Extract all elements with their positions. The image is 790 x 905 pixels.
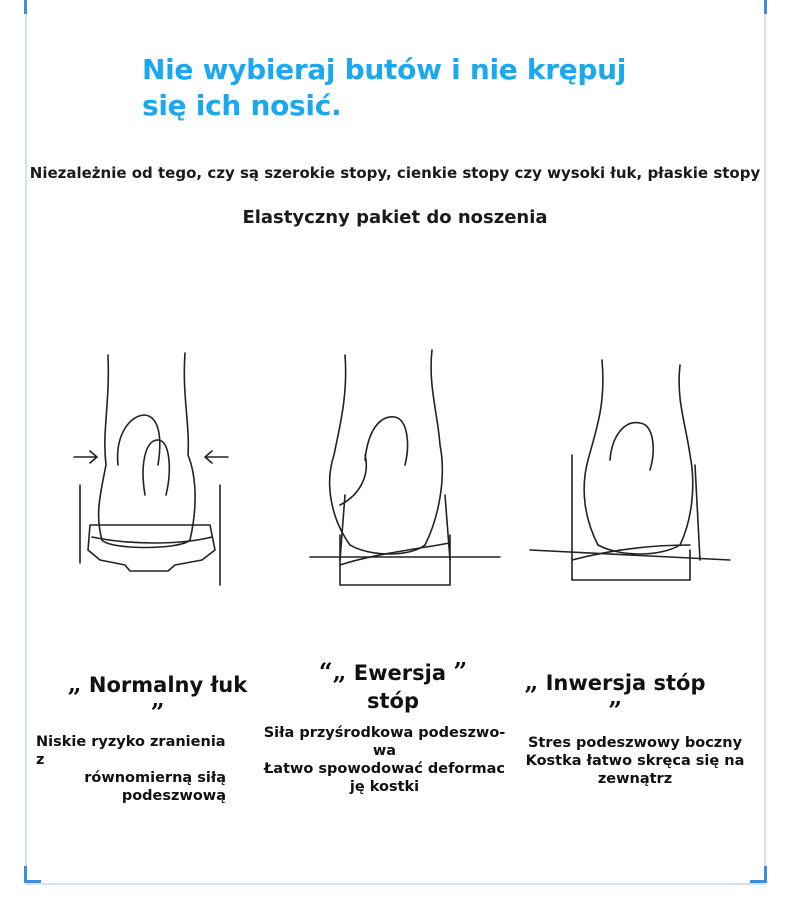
- label-normal-arch: [65, 669, 250, 727]
- subhead: Elastyczny pakiet do noszenia: [242, 207, 548, 228]
- label-inversion: [515, 667, 715, 725]
- title-line-2: się ich nosić.: [142, 89, 342, 122]
- desc-inversion-line-3: zewnątrz: [597, 771, 673, 787]
- label-eversion: [308, 658, 478, 715]
- quote-open: „: [67, 669, 82, 698]
- quote-close: ”: [453, 657, 468, 686]
- desc-inversion-line-2: Kostka łatwo skręca się na: [525, 753, 745, 769]
- label-eversion-line-1: Ewersja: [353, 661, 447, 685]
- desc-normal-arch: [30, 733, 230, 805]
- quote-open: „: [332, 657, 347, 686]
- desc-normal-arch-line-3: podeszwową: [121, 788, 226, 804]
- desc-eversion-line-4: ję kostki: [349, 779, 420, 795]
- normal-arch-illustration: [70, 345, 240, 600]
- desc-eversion-line-2: wa: [372, 743, 397, 759]
- desc-normal-arch-line-1: Niskie ryzyko zranienia z: [36, 734, 226, 768]
- frame-corner-top-left: [24, 0, 41, 14]
- desc-eversion-line-3: Łatwo spowodować deformac: [263, 761, 506, 777]
- desc-eversion-line-1: Siła przyśrodkowa podeszwo-: [263, 725, 506, 741]
- frame-corner-top-right: [754, 0, 767, 14]
- quote-open: „: [524, 667, 539, 696]
- desc-normal-arch-line-2: równomierną siłą: [84, 770, 226, 786]
- page-title: [142, 52, 702, 124]
- frame-corner-bottom-left: [24, 866, 41, 883]
- label-eversion-line-2: stóp: [367, 689, 419, 713]
- quote-close: ”: [608, 696, 622, 725]
- quote-open-alt: “: [318, 657, 333, 686]
- desc-inversion-line-1: Stres podeszwowy boczny: [527, 735, 743, 751]
- subtitle: Niezależnie od tego, czy są szerokie stopy, cienkie stopy czy wysoki łuk, płaskie stopy: [29, 164, 761, 182]
- frame-corner-bottom-right: [750, 866, 767, 883]
- desc-eversion: [262, 724, 507, 796]
- desc-inversion: [520, 734, 750, 788]
- eversion-illustration: [310, 345, 480, 600]
- title-line-1: Nie wybieraj butów i nie krępuj: [142, 53, 627, 86]
- label-normal-arch-text: Normalny łuk: [88, 673, 248, 697]
- quote-close: ”: [150, 698, 165, 727]
- inversion-illustration: [540, 345, 710, 600]
- label-inversion-text: Inwersja stóp: [545, 671, 706, 695]
